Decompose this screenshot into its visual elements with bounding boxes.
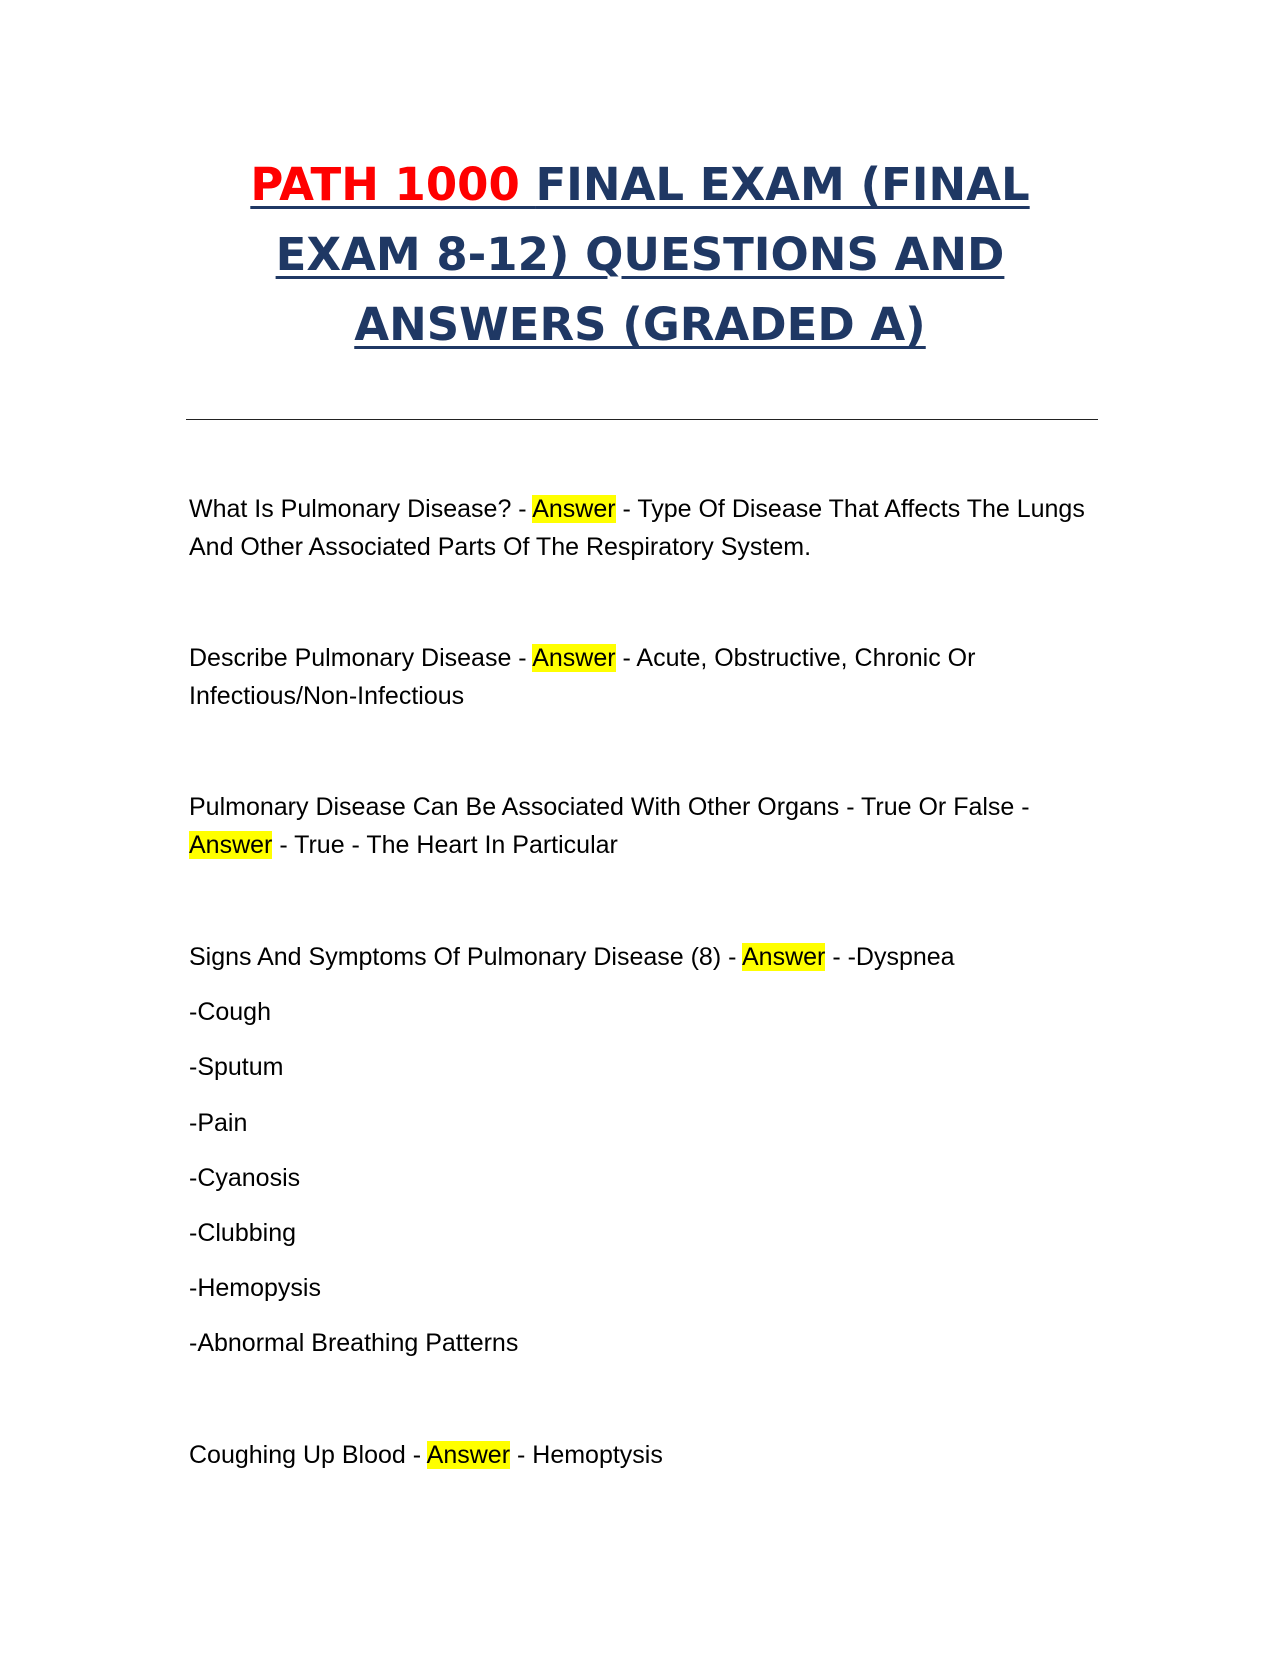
course-code: PATH 1000	[250, 158, 536, 211]
question-text: Describe Pulmonary Disease -	[189, 644, 533, 672]
qa-item	[189, 788, 1089, 864]
qa-item	[189, 938, 1089, 976]
symptom-list-item: -Cyanosis	[189, 1164, 301, 1192]
answer-text: - -Dyspnea	[825, 943, 955, 971]
title-text: FINAL EXAM (FINAL EXAM 8-12) QUESTIONS AND ANSWERS (GRADED A)	[275, 158, 1030, 351]
answer-marker: Answer	[426, 1441, 511, 1469]
qa-item	[189, 639, 1089, 715]
qa-item	[189, 1436, 1089, 1474]
question-text: Coughing Up Blood -	[189, 1441, 427, 1469]
answer-marker: Answer	[189, 831, 273, 859]
answer-text: - True - The Heart In Particular	[272, 831, 618, 859]
answer-text: - Type Of Disease That Affects The Lungs And Other Associated Parts Of The Respiratory System.	[189, 495, 1085, 561]
question-text: Pulmonary Disease Can Be Associated With Other Organs - True Or False -	[189, 793, 1030, 821]
question-text: Signs And Symptoms Of Pulmonary Disease (8) -	[189, 943, 742, 971]
symptom-list-item: -Abnormal Breathing Patterns	[189, 1329, 519, 1357]
horizontal-divider	[186, 419, 1098, 420]
symptom-list-item: -Clubbing	[189, 1219, 297, 1247]
question-text: What Is Pulmonary Disease? -	[189, 495, 533, 523]
qa-item	[189, 490, 1089, 566]
symptom-list-item: -Pain	[189, 1109, 248, 1137]
symptom-list-item: -Hemopysis	[189, 1274, 321, 1302]
answer-marker: Answer	[532, 495, 616, 523]
answer-marker: Answer	[742, 943, 826, 971]
answer-marker: Answer	[532, 644, 616, 672]
answer-text: - Hemoptysis	[510, 1441, 663, 1469]
answer-text: - Acute, Obstructive, Chronic Or Infectious/Non-Infectious	[189, 644, 976, 710]
symptom-list-item: -Cough	[189, 998, 271, 1026]
symptom-list-item: -Sputum	[189, 1053, 284, 1081]
document-title	[186, 150, 1094, 360]
